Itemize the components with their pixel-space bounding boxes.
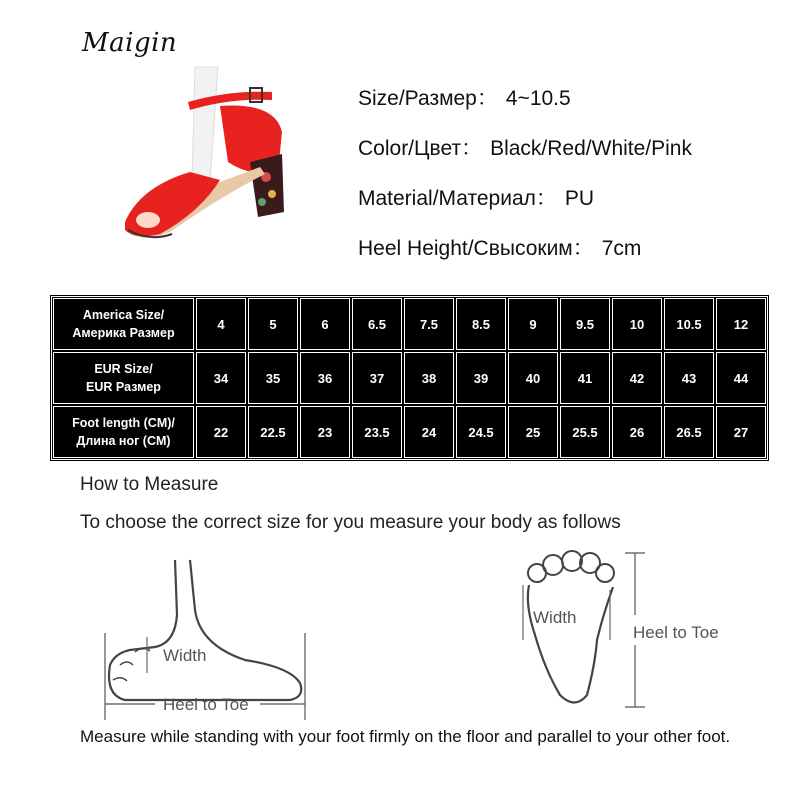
table-cell: 10.5 (664, 298, 714, 350)
top-width-label: Width (533, 608, 577, 627)
table-cell: 24 (404, 406, 454, 458)
spec-size-label: Size/Размер： (358, 87, 498, 110)
spec-color-value: Black/Red/White/Pink (490, 137, 692, 160)
table-cell: 22 (196, 406, 246, 458)
spec-material-value: PU (564, 187, 595, 210)
table-cell: 10 (612, 298, 662, 350)
row-header-eur: EUR Size/ EUR Размер (53, 352, 194, 404)
table-row-eur (53, 352, 766, 404)
table-cell: 43 (664, 352, 714, 404)
toe-outline (596, 564, 614, 582)
table-cell: 25 (508, 406, 558, 458)
table-cell: 23 (300, 406, 350, 458)
table-cell: 42 (612, 352, 662, 404)
how-to-measure-title: How to Measure (80, 474, 219, 495)
how-to-measure-subtitle: To choose the correct size for you measure your body as follows (80, 512, 621, 533)
table-cell: 6 (300, 298, 350, 350)
table-cell: 36 (300, 352, 350, 404)
table-cell: 23.5 (352, 406, 402, 458)
table-row-us (53, 298, 766, 350)
table-cell: 26 (612, 406, 662, 458)
table-cell: 9.5 (560, 298, 610, 350)
side-length-label: Heel to Toe (163, 695, 249, 714)
table-cell: 44 (716, 352, 766, 404)
spec-heel-height (358, 232, 641, 262)
table-cell: 6.5 (352, 298, 402, 350)
table-cell: 25.5 (560, 406, 610, 458)
side-foot-outline (109, 560, 301, 700)
table-row-foot-length (53, 406, 766, 458)
side-width-label: Width (163, 646, 207, 665)
row-header-foot-length: Foot length (CM)/ Длина ног (CM) (53, 406, 194, 458)
table-cell: 40 (508, 352, 558, 404)
table-cell: 34 (196, 352, 246, 404)
spec-heel-height-value: 7cm (601, 237, 642, 260)
toe-outline (562, 551, 582, 571)
table-cell: 5 (248, 298, 298, 350)
toe-outline (543, 555, 563, 575)
spec-material (358, 182, 594, 212)
spec-color (358, 132, 692, 162)
table-cell: 26.5 (664, 406, 714, 458)
table-cell: 9 (508, 298, 558, 350)
table-cell: 37 (352, 352, 402, 404)
spec-color-label: Color/Цвет： (358, 137, 483, 160)
size-chart-table (50, 295, 769, 461)
table-cell: 7.5 (404, 298, 454, 350)
table-cell: 38 (404, 352, 454, 404)
table-cell: 27 (716, 406, 766, 458)
top-length-label: Heel to Toe (633, 623, 719, 642)
measurement-footnote: Measure while standing with your foot firmly on the floor and parallel to your other foot. (80, 727, 731, 746)
side-foot-diagram (95, 555, 325, 720)
table-cell: 4 (196, 298, 246, 350)
top-foot-diagram (515, 545, 735, 715)
spec-material-label: Material/Материал： (358, 187, 557, 210)
table-cell: 24.5 (456, 406, 506, 458)
table-cell: 22.5 (248, 406, 298, 458)
table-cell: 12 (716, 298, 766, 350)
sole-outline (528, 585, 613, 703)
table-cell: 8.5 (456, 298, 506, 350)
row-header-us: America Size/ Америка Размер (53, 298, 194, 350)
brand-logo: Maigin (82, 28, 178, 58)
spec-heel-height-label: Heel Height/Свысоким： (358, 237, 594, 260)
spec-size (358, 82, 571, 112)
table-cell: 35 (248, 352, 298, 404)
spec-size-value: 4~10.5 (505, 87, 571, 110)
table-cell: 41 (560, 352, 610, 404)
product-photo (100, 62, 330, 272)
table-cell: 39 (456, 352, 506, 404)
